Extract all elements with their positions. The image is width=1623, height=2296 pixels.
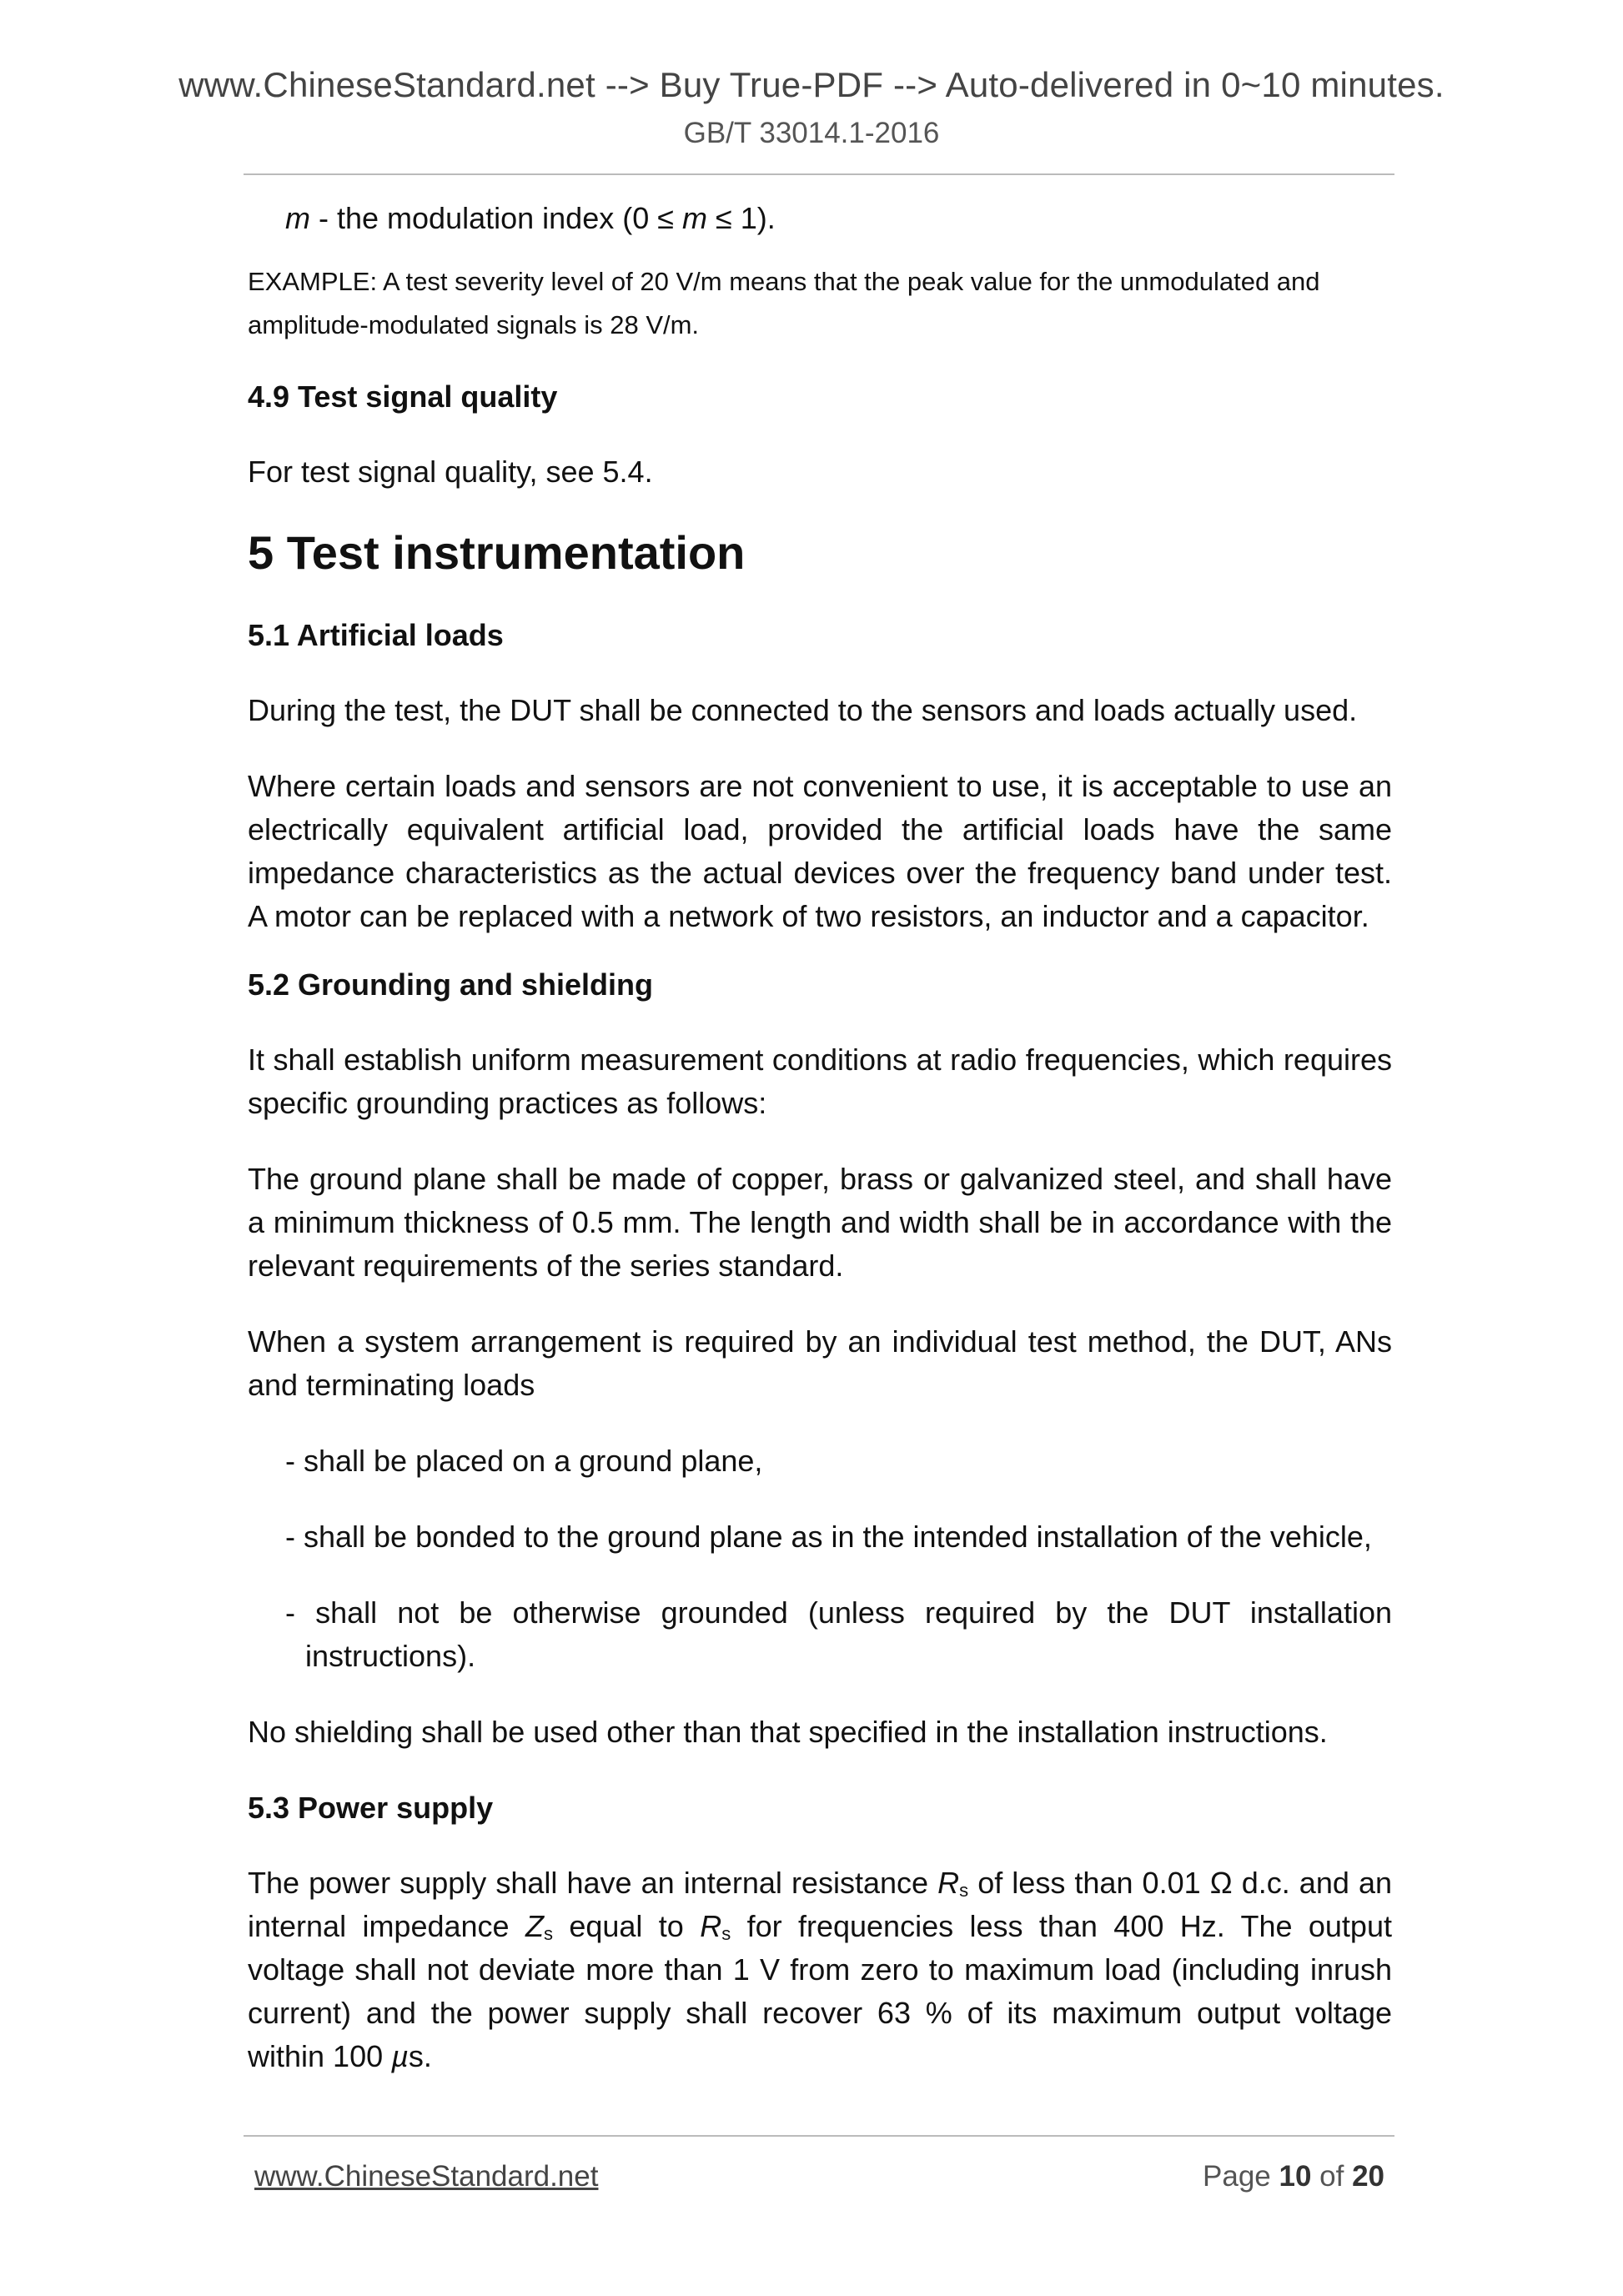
paragraph-5-2-a: It shall establish uniform measurement conditions at radio frequencies, which requires specific grounding practices as follows: xyxy=(248,1042,1392,1120)
heading-5: 5 Test instrumentation xyxy=(248,526,746,579)
paragraph-4-9: For test signal quality, see 5.4. xyxy=(248,455,653,489)
footer-rule xyxy=(244,2135,1394,2137)
example-note: EXAMPLE: A test severity level of 20 V/m means that the peak value for the unmodulated and amplitude-modulated signals is 28 V/m. xyxy=(248,267,1320,339)
heading-5-3: 5.3 Power supply xyxy=(248,1791,494,1825)
header-banner: www.ChineseStandard.net --> Buy True-PDF --> Auto-delivered in 0~10 minutes. xyxy=(178,65,1445,104)
list-item: - shall not be otherwise grounded (unless required by the DUT installation instructions). xyxy=(285,1595,1392,1673)
list-item: - shall be placed on a ground plane, xyxy=(285,1444,763,1478)
total-pages: 20 xyxy=(1352,2160,1384,2193)
heading-4-9: 4.9 Test signal quality xyxy=(248,379,558,414)
page-indicator: Page 10 of 20 xyxy=(1203,2160,1384,2193)
var-mu: µ xyxy=(391,2039,409,2073)
var-m: m xyxy=(285,201,310,235)
list-item: - shall be bonded to the ground plane as in the intended installation of the vehicle, xyxy=(285,1520,1372,1554)
paragraph-5-2-b: The ground plane shall be made of copper, brass or galvanized steel, and shall have a minimum thickness of 0.5 mm. The length and width shall be in accordance with the relevant requirements of the series standard. xyxy=(248,1162,1392,1283)
heading-5-1: 5.1 Artificial loads xyxy=(248,618,504,652)
var-r: R xyxy=(700,1909,722,1943)
standard-number: GB/T 33014.1-2016 xyxy=(683,117,940,149)
page-body xyxy=(248,192,1392,2078)
page-number: 10 xyxy=(1279,2160,1312,2193)
var-r: R xyxy=(937,1866,960,1900)
paragraph-5-2-c: When a system arrangement is required by an individual test method, the DUT, ANs and terminating loads xyxy=(248,1324,1392,1402)
var-z: Z xyxy=(525,1909,544,1943)
paragraph-5-1-a: During the test, the DUT shall be connected to the sensors and loads actually used. xyxy=(248,693,1358,727)
header-rule xyxy=(244,173,1394,175)
heading-5-2: 5.2 Grounding and shielding xyxy=(248,967,654,1002)
footer-site-link[interactable]: www.ChineseStandard.net xyxy=(254,2160,599,2193)
modulation-index-line: m - the modulation index (0 ≤ m ≤ 1). xyxy=(285,201,776,235)
paragraph-5-1-b: Where certain loads and sensors are not convenient to use, it is acceptable to use an electrically equivalent artificial load, provided the artificial loads have the same impedance characteristics as the actual devices over the frequency band under test. A motor can be replaced with a network of two resistors, an inductor and a capacitor. xyxy=(248,769,1392,933)
paragraph-5-3: The power supply shall have an internal resistance $R_s$ of less than 0.01 Ω d.c. and an internal impedance $Z_s$ equal to $R_s$ for frequencies less than 400 Hz. The output voltage shall not deviate more than 1 V from zero to maximum load (including inrush current) and the power supply shall recover 63 % of its maximum output voltage within 100 µs. xyxy=(248,1866,1392,2073)
paragraph-5-2-d: No shielding shall be used other than that specified in the installation instructions. xyxy=(248,1715,1328,1749)
var-m: m xyxy=(682,201,707,235)
